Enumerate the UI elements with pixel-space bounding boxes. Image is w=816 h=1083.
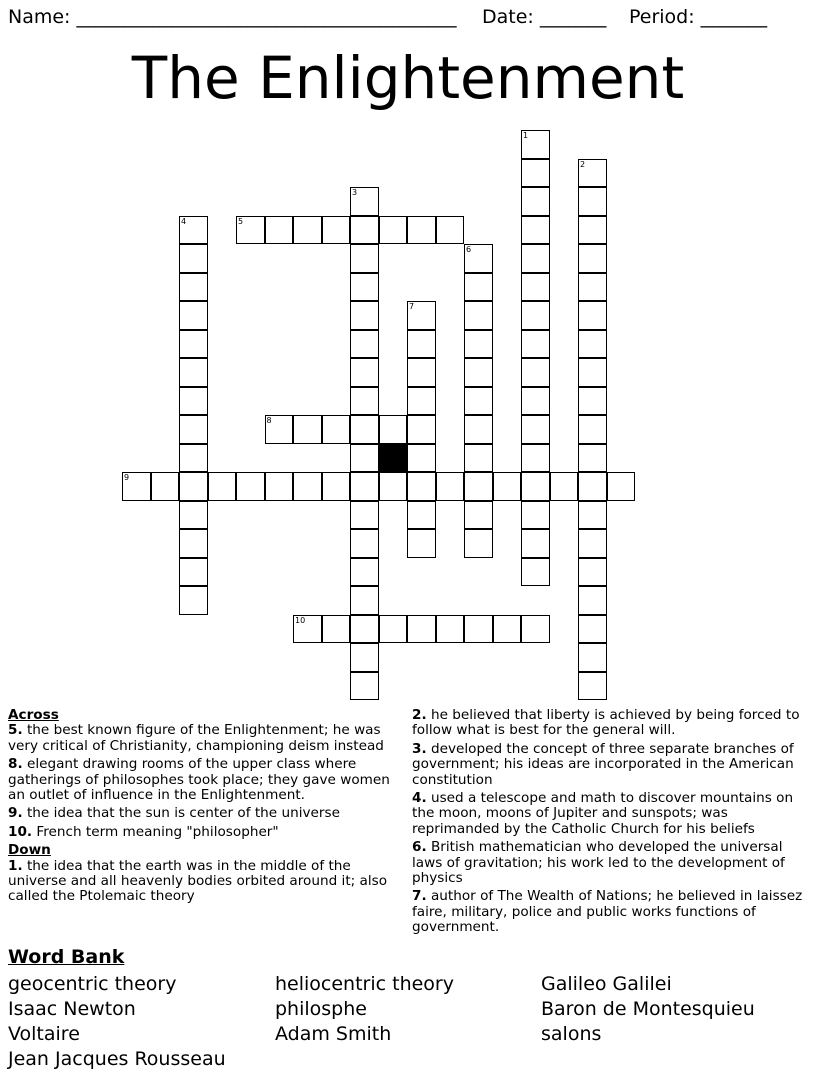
grid-cell[interactable]	[293, 615, 322, 644]
grid-cell[interactable]	[407, 330, 436, 359]
grid-cell[interactable]	[236, 216, 265, 245]
clue-number: 7.	[412, 888, 427, 905]
grid-cell[interactable]	[521, 301, 550, 330]
grid-cell[interactable]	[122, 472, 151, 501]
grid-cell[interactable]	[493, 615, 522, 644]
clue-text: he believed that liberty is achieved by being forced to follow what is best for the general will.	[412, 707, 800, 739]
grid-cell[interactable]	[578, 330, 607, 359]
word-bank-item: Baron de Montesquieu	[541, 998, 755, 1020]
grid-cell[interactable]	[464, 472, 493, 501]
grid-cell[interactable]	[407, 444, 436, 473]
grid-cell[interactable]	[521, 244, 550, 273]
grid-cell[interactable]	[350, 558, 379, 587]
word-bank-item: geocentric theory	[8, 973, 177, 995]
clue-number: 5.	[8, 722, 23, 739]
grid-cell[interactable]	[521, 358, 550, 387]
grid-cell[interactable]	[521, 273, 550, 302]
clue-text: elegant drawing rooms of the upper class where gatherings of philosophes took place; they gave women an outlet of influence in the Enlightenment.	[8, 756, 390, 804]
date-field-label: Date: _______	[482, 6, 607, 28]
down-clue	[412, 708, 808, 739]
cell-number: 9	[124, 473, 130, 482]
grid-cell[interactable]	[350, 529, 379, 558]
grid-cell[interactable]	[350, 330, 379, 359]
word-bank-item: Jean Jacques Rousseau	[8, 1048, 226, 1070]
grid-cell[interactable]	[407, 301, 436, 330]
grid-cell[interactable]	[578, 387, 607, 416]
grid-cell[interactable]	[607, 472, 636, 501]
grid-cell[interactable]	[521, 501, 550, 530]
grid-cell[interactable]	[521, 159, 550, 188]
grid-cell[interactable]	[521, 187, 550, 216]
grid-cell[interactable]	[578, 643, 607, 672]
grid-cell[interactable]	[179, 529, 208, 558]
clue-text: the idea that the sun is center of the universe	[26, 805, 340, 822]
grid-cell[interactable]	[265, 415, 294, 444]
grid-cell[interactable]	[521, 444, 550, 473]
grid-cell[interactable]	[179, 415, 208, 444]
down-clue	[412, 840, 808, 886]
grid-cell[interactable]	[464, 387, 493, 416]
clue-number: 10.	[8, 823, 33, 840]
grid-cell[interactable]	[521, 558, 550, 587]
cell-number: 7	[409, 302, 415, 311]
grid-cell[interactable]	[350, 415, 379, 444]
grid-cell[interactable]	[578, 444, 607, 473]
clue-number: 1.	[8, 857, 23, 874]
grid-cell[interactable]	[521, 415, 550, 444]
grid-cell[interactable]	[521, 216, 550, 245]
clue-text: author of The Wealth of Nations; he believed in laissez faire, military, police and public works functions of government.	[412, 888, 803, 936]
across-clue	[8, 757, 396, 803]
word-bank-item: heliocentric theory	[275, 973, 454, 995]
grid-cell[interactable]	[350, 615, 379, 644]
clues-left-column	[8, 708, 396, 908]
grid-cell[interactable]	[151, 472, 180, 501]
grid-cell[interactable]	[407, 615, 436, 644]
grid-cell[interactable]	[521, 387, 550, 416]
grid-cell[interactable]	[293, 415, 322, 444]
grid-cell[interactable]	[578, 244, 607, 273]
word-bank-title: Word Bank	[8, 946, 125, 968]
grid-cell[interactable]	[578, 529, 607, 558]
grid-cell[interactable]	[436, 216, 465, 245]
grid-cell[interactable]	[179, 558, 208, 587]
grid-cell[interactable]	[436, 615, 465, 644]
grid-cell[interactable]	[179, 273, 208, 302]
across-clue	[8, 806, 396, 821]
word-bank-item: Adam Smith	[275, 1023, 392, 1045]
name-field-label: Name: ________________________________________	[8, 6, 457, 28]
grid-cell[interactable]	[379, 472, 408, 501]
word-bank-item: Isaac Newton	[8, 998, 136, 1020]
period-field-label: Period: _______	[629, 6, 768, 28]
word-bank-item: philosphe	[275, 998, 367, 1020]
grid-cell[interactable]	[521, 529, 550, 558]
grid-cell[interactable]	[578, 586, 607, 615]
cell-number: 3	[352, 188, 358, 197]
grid-cell[interactable]	[322, 415, 351, 444]
across-clue	[8, 825, 396, 840]
grid-cell[interactable]	[179, 472, 208, 501]
clue-text: the best known figure of the Enlightenment; he was very critical of Christianity, championing deism instead	[8, 722, 384, 754]
across-clue	[8, 723, 396, 754]
grid-cell[interactable]	[179, 444, 208, 473]
grid-cell[interactable]	[179, 216, 208, 245]
grid-cell[interactable]	[350, 273, 379, 302]
grid-cell[interactable]	[464, 501, 493, 530]
grid-cell[interactable]	[578, 558, 607, 587]
cell-number: 6	[466, 245, 472, 254]
grid-cell[interactable]	[265, 216, 294, 245]
clue-number: 2.	[412, 707, 427, 723]
grid-cell[interactable]	[350, 643, 379, 672]
grid-cell[interactable]	[464, 615, 493, 644]
grid-cell[interactable]	[379, 615, 408, 644]
grid-cell[interactable]	[464, 244, 493, 273]
across-heading: Across	[8, 707, 59, 723]
cell-number: 5	[238, 216, 244, 226]
grid-cell[interactable]	[464, 444, 493, 473]
grid-cell[interactable]	[322, 216, 351, 245]
grid-cell[interactable]	[464, 273, 493, 302]
cell-number: 10	[295, 615, 306, 625]
grid-cell[interactable]	[350, 501, 379, 530]
grid-cell[interactable]	[521, 130, 550, 159]
grid-cell[interactable]	[350, 301, 379, 330]
cell-number: 8	[266, 416, 272, 425]
grid-cell[interactable]	[464, 358, 493, 387]
clue-text: used a telescope and math to discover mountains on the moon, moons of Jupiter and sunspots; was reprimanded by the Catholic Church for his beliefs	[412, 790, 794, 837]
grid-cell[interactable]	[464, 301, 493, 330]
grid-cell[interactable]	[379, 415, 408, 444]
clue-number: 8.	[8, 756, 23, 773]
grid-cell[interactable]	[179, 358, 208, 387]
grid-cell[interactable]	[436, 472, 465, 501]
clue-text: French term meaning "philosopher"	[36, 823, 279, 840]
clue-text: the idea that the earth was in the middle of the universe and all heavenly bodies orbited around it; also called the Ptolemaic theory	[8, 857, 388, 905]
grid-cell[interactable]	[407, 529, 436, 558]
cell-number: 2	[580, 159, 586, 169]
grid-cell[interactable]	[407, 387, 436, 416]
grid-cell[interactable]	[521, 472, 550, 501]
grid-cell[interactable]	[493, 472, 522, 501]
grid-cell[interactable]	[350, 216, 379, 245]
clue-text: British mathematician who developed the universal laws of gravitation; his work led to the development of physics	[412, 839, 785, 887]
clue-number: 4.	[412, 790, 427, 807]
cell-number: 4	[181, 216, 187, 226]
grid-cell[interactable]	[521, 615, 550, 644]
grid-cell[interactable]	[208, 472, 237, 501]
clue-number: 3.	[412, 740, 427, 757]
grid-cell[interactable]	[293, 216, 322, 245]
down-clue	[412, 791, 808, 837]
down-clue	[8, 859, 396, 905]
grid-cell[interactable]	[407, 501, 436, 530]
grid-cell[interactable]	[550, 472, 579, 501]
grid-cell[interactable]	[578, 159, 607, 188]
grid-cell[interactable]	[407, 472, 436, 501]
grid-cell[interactable]	[578, 672, 607, 701]
word-bank-item: Voltaire	[8, 1023, 80, 1045]
grid-cell[interactable]	[578, 273, 607, 302]
grid-cell[interactable]	[464, 529, 493, 558]
grid-cell[interactable]	[179, 244, 208, 273]
grid-cell[interactable]	[350, 358, 379, 387]
grid-cell[interactable]	[350, 444, 379, 473]
grid-cell[interactable]	[407, 216, 436, 245]
grid-cell[interactable]	[236, 472, 265, 501]
grid-cell[interactable]	[578, 301, 607, 330]
grid-cell[interactable]	[322, 472, 351, 501]
grid-cell[interactable]	[179, 387, 208, 416]
word-bank-item: Galileo Galilei	[541, 973, 672, 995]
black-cell	[379, 444, 408, 473]
grid-cell[interactable]	[578, 216, 607, 245]
grid-cell[interactable]	[350, 387, 379, 416]
grid-cell[interactable]	[179, 330, 208, 359]
clue-number: 6.	[412, 839, 427, 856]
grid-cell[interactable]	[179, 586, 208, 615]
grid-cell[interactable]	[265, 472, 294, 501]
grid-cell[interactable]	[350, 244, 379, 273]
page-title: The Enlightenment	[131, 44, 685, 112]
grid-cell[interactable]	[407, 358, 436, 387]
grid-cell[interactable]	[379, 216, 408, 245]
grid-cell[interactable]	[350, 472, 379, 501]
grid-cell[interactable]	[578, 187, 607, 216]
down-clue	[412, 889, 808, 935]
grid-cell[interactable]	[464, 330, 493, 359]
grid-cell[interactable]	[179, 501, 208, 530]
grid-cell[interactable]	[578, 358, 607, 387]
grid-cell[interactable]	[350, 187, 379, 216]
grid-cell[interactable]	[578, 415, 607, 444]
grid-cell[interactable]	[350, 672, 379, 701]
clue-text: developed the concept of three separate branches of government; his ideas are incorporated in the American constitution	[412, 740, 794, 788]
grid-cell[interactable]	[179, 301, 208, 330]
grid-cell[interactable]	[464, 415, 493, 444]
word-bank-item: salons	[541, 1023, 602, 1045]
grid-cell[interactable]	[578, 472, 607, 501]
grid-cell[interactable]	[350, 586, 379, 615]
clue-number: 9.	[8, 805, 23, 822]
grid-cell[interactable]	[293, 472, 322, 501]
down-heading: Down	[8, 842, 51, 859]
grid-cell[interactable]	[407, 415, 436, 444]
grid-cell[interactable]	[322, 615, 351, 644]
cell-number: 1	[523, 131, 529, 140]
down-clue	[412, 742, 808, 788]
clues-right-column	[412, 708, 808, 939]
grid-cell[interactable]	[578, 501, 607, 530]
grid-cell[interactable]	[578, 615, 607, 644]
grid-cell[interactable]	[521, 330, 550, 359]
